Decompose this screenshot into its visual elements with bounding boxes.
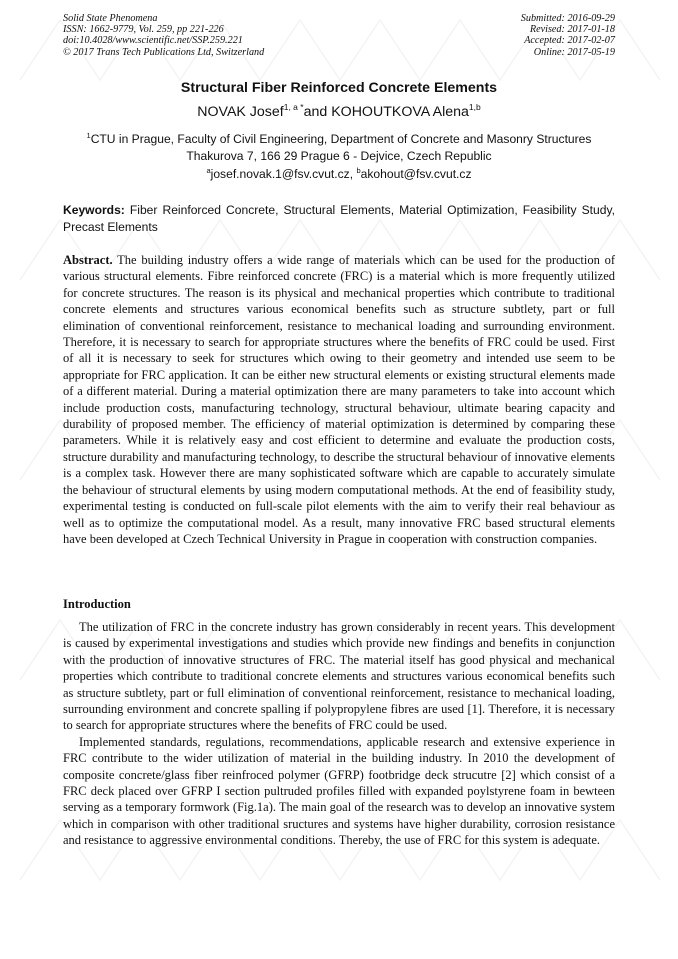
author-1-affil-mark: 1, a * (283, 102, 304, 112)
submission-dates (521, 13, 615, 58)
journal-issn: ISSN: 1662-9779, Vol. 259, pp 221-226 (63, 24, 224, 36)
affiliation-mark: 1 (86, 131, 91, 140)
author-1-name: NOVAK Josef (197, 104, 284, 120)
affiliation (0, 128, 678, 164)
email-b-mark: b (356, 166, 361, 175)
keywords-label: Keywords: (63, 203, 125, 217)
journal-name: Solid State Phenomena (63, 13, 158, 24)
abstract-label: Abstract. (63, 253, 113, 267)
affiliation-line-2: Thakurova 7, 166 29 Prague 6 - Dejvice, Czech Republic (186, 148, 492, 163)
date-accepted: Accepted: 2017-02-07 (524, 35, 615, 47)
intro-paragraph-1: The utilization of FRC in the concrete industry has grown considerably in recent years. This development is caused by experimental investigations and studies which provide new findings and benefits in conjunction with the production of innovative structures of FRC. The material itself has good physical and mechanical properties which contribute to traditional concrete elements and structures various economical benefits such as structure subtlety, part or full elimination of conventional reinforcement, resistance to mechanical loading, surrounding environment and concrete spalling if polypropylene fibres are used [1]. Therefore, it is necessary to search for appropriate structures where the benefits of FRC could be used. (63, 620, 615, 733)
affiliation-line-1: CTU in Prague, Faculty of Civil Engineering, Department of Concrete and Masonry Structures (90, 132, 592, 146)
section-heading-introduction: Introduction (63, 597, 131, 611)
intro-paragraph-2: Implemented standards, regulations, recommendations, applicable research and extensive experience in FRC contribute to the wider utilization of material in the building industry. In 2010 the development of composite concrete/glass fiber reinfroced polymer (GFRP) footbridge deck strucutre [2] which consist of a FRC deck placed over GFRP I section pultruded profiles filled with expanded poylstyrene foam in bewteen serving as a temporary formwork (Fig.1a). The main goal of the research was to develop an innovative system which in comparison with other traditional sructures and systems have higher durability, corrosion resistance and resistance to aggressive environmental conditions. Thereby, the use of FRC for this system is adequate. (63, 734, 615, 848)
journal-info (63, 13, 264, 58)
paper-title: Structural Fiber Reinforced Concrete Elements (180, 80, 498, 96)
introduction-body (63, 619, 615, 849)
date-online: Online: 2017-05-19 (533, 46, 615, 58)
journal-doi: doi:10.4028/www.scientific.net/SSP.259.221 (63, 35, 243, 47)
date-submitted: Submitted: 2016-09-29 (520, 13, 615, 24)
author-emails (0, 166, 678, 181)
email-a-mark: a (206, 166, 211, 175)
author-2-affil-mark: 1,b (468, 102, 481, 112)
abstract-text: The building industry offers a wide range of materials which can be used for the production of various structural elements. Fibre reinforced concrete (FRC) is a material which is more frequently utilized for concrete structures. The reason is its physical and mechanical properties which contribute to traditional concrete elements and structures various economical benefits such as structure subtlety, part or full elimination of conventional reinforcement, resistance to mechanical loading and surrounding environment. Therefore, it is necessary to search for appropriate structures where the benefits of FRC could be used. First of all it is necessary to seek for structures which owing to their geometry and intended use seem to be appropriate for FRC application. It can be either new structural elements or existing structural elements made of a different material. During a material optimization there are many parameters to take into account which include production costs, manufacturing technology, structural behaviour, ultimate bearing capacity and durability of proposed member. The efficiency of material optimization is determined by comparing these parameters. While it is relatively easy and cost efficient to determine and evaluate the production costs, structure durability and manufacturing technology, to describe the structural behaviour of innovative elements is a complex task. However there are many sophisticated software which are capable to accurately simulate the behaviour of structural elements by using modern computational methods. At the end of feasibility study, experimental testing is conducted on full-scale pilot elements with the aim to verify their real behaviour as well as to optimize the computational model. As a result, many innovative FRC based structural elements have been developed at Czech Technical University in Prague in cooperation with construction companies. (63, 253, 615, 546)
abstract (63, 252, 615, 547)
keywords-text: Fiber Reinforced Concrete, Structural Elements, Material Optimization, Feasibility Study, Precast Elements (63, 203, 615, 234)
author-connector: and KOHOUTKOVA Alena (303, 104, 469, 120)
date-revised: Revised: 2017-01-18 (529, 24, 615, 36)
author-list (0, 102, 678, 120)
keywords (63, 202, 615, 235)
email-b[interactable]: akohout@fsv.cvut.cz (360, 167, 472, 181)
email-a[interactable]: josef.novak.1@fsv.cvut.cz, (210, 167, 354, 181)
journal-copyright: © 2017 Trans Tech Publications Ltd, Switzerland (63, 46, 265, 58)
